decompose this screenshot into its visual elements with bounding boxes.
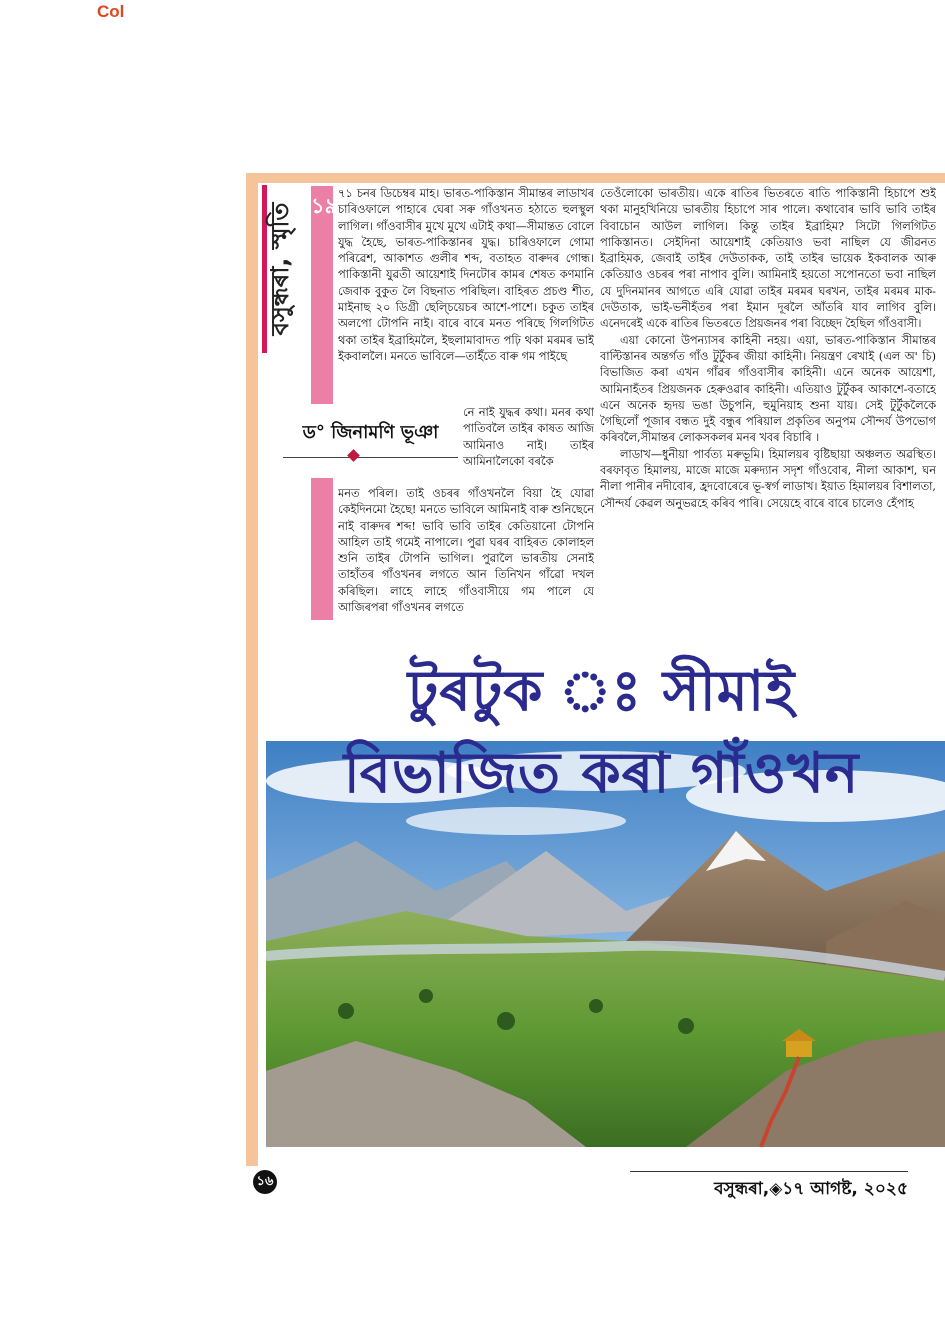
footer-divider bbox=[630, 1171, 908, 1172]
corner-mark: Col bbox=[97, 2, 125, 21]
page-number: ১৬ bbox=[253, 1170, 277, 1194]
paragraph: লাডাখ—ধুনীয়া পাৰ্বত্য মৰুভূমি। হিমালয়ৰ বৃষ্টিছায়া অঞ্চলত অৱস্থিত। বৰফাবৃত হিমালয়, মাজে মাজে মৰুদ্যান সদৃশ গাঁওবোৰ, নীলা আকাশ, ঘন নীলা পানীৰ নদীবোৰ, হ্ৰদবোৰেৰে ভূ-স্বৰ্গ লাডাখ। ইয়াত হিমালয়ৰ বিশালতা, সৌন্দৰ্য কেৱল অনুভৱহে কৰিব পাৰি। সেয়েহে বাৰে বাৰে চালেও হেঁপাহ bbox=[600, 447, 936, 510]
headline-line-2: বিভাজিত কৰা গাঁওখন bbox=[343, 741, 860, 806]
section-label-text: বসুন্ধৰা, স্মৃতি bbox=[266, 202, 294, 336]
paragraph: মনত পৰিল। তাই ওচৰৰ গাঁওখনলৈ বিয়া হৈ যোৱা কেইদিনমো হৈছে! মনতে ভাবিলে আমিনাই বাৰু শুনিছেনে নাই বাৰুদৰ শব্দ! ভাবি ভাবি তাইৰ কেতিয়ানো টোপনি আহিল তাই গমেই নাপালে। পুৱা ঘৰৰ বাহিৰত কোলাহল শুনি তাইৰ টোপনি ভাগিল। পুৱালৈ ভাৰতীয় সেনাই তাহাঁতৰ গাঁওখনৰ লগতে আন তিনিখন গাঁৱো দখল কৰিছিল। লাহে লাহে গাঁওবাসীয়ে গম পালে যে আজিৰপৰা গাঁওখনৰ লগতে bbox=[338, 487, 594, 615]
issue-number: ১৯ bbox=[311, 194, 339, 218]
pink-accent-bar-bottom bbox=[311, 478, 333, 620]
article-column-1-top bbox=[338, 186, 594, 419]
article-column-2 bbox=[600, 186, 936, 618]
article-column-1-bottom bbox=[338, 486, 594, 636]
byline-divider bbox=[283, 457, 458, 458]
section-label bbox=[258, 185, 302, 353]
paragraph: ৭১ চনৰ ডিচেম্বৰ মাহ। ভাৰত-পাকিস্তান সীমান্তৰ লাডাখৰ চাৰিওফালে পাহাৰে ঘেৰা সৰু গাঁওখনত হঠাতে হুলস্থুল লাগিল। গাঁওবাসীৰ মুখে মুখে এটাই কথা—সীমান্তত বোলে যুদ্ধ হৈছে, ভাৰত-পাকিস্তানৰ যুদ্ধ। চাৰিওফালে গোমা পৰিৱেশ, আকাশত গুলীৰ শব্দ, বতাহত বাৰুদৰ গোন্ধ। পাকিস্তানী যুৱতী আয়েশাই দিনটোৰ কামৰ শেষত কণমানি জেবাক বুকুত লৈ বিছনাত পৰিছিল। বাহিৰত প্ৰচণ্ড শীত, মাইনাছ ২০ ডিগ্ৰী ছেল্চিয়েচৰ আশে-পাশে। চকুত তাইৰ অলপো টোপনি নাই। বাৰে বাৰে মনত পৰিছে গিলগিটত থকা তাইৰ ইব্ৰাহিমলৈ, ইছলামাবাদত পঢ়ি থকা মৰমৰ ভাই ইকবাললৈ। মনতে ভাবিলে—তাইঁতে বাৰু গম পাইছে bbox=[338, 187, 594, 363]
paragraph: এয়া কোনো উপন্যাসৰ কাহিনী নহয়। এয়া, ভাৰত-পাকিস্তান সীমান্তৰ বাল্টিস্তানৰ অন্তৰ্গত গাঁও টুৰ্টুকৰ জীয়া কাহিনী। নিয়ন্ত্ৰণ ৰেখাই (এল অ' চি) বিভাজিত কৰা এখন গাঁৱৰ গাঁওবাসীৰ কাহিনী। এনে অনেক আয়েশা, আমিনাহঁতৰ প্ৰিয়জনক হেৰুওৱাৰ কাহিনী। এতিয়াও টুৰ্টুকৰ আকাশে-বতাহে এনে অনেক হৃদয় ভঙা উচুপনি, হুমুনিয়াহ শুনা যায়। সেই টুৰ্টুকলৈকে গৈছিলোঁ পূজাৰ বন্ধত দুই বন্ধুৰ পৰিয়াল প্ৰকৃতিৰ অনুপম সৌন্দৰ্য উপভোগ কৰিবলৈ,সীমান্তৰ লোকসকলৰ মনৰ খবৰ বিচাৰি । bbox=[600, 333, 936, 445]
paragraph: নে নাই যুদ্ধৰ কথা। মনৰ কথা পাতিবলৈ তাইৰ কাষত আজি আমিনাও নাই। তাইৰ আমিনালৈকো বৰকৈ bbox=[463, 406, 594, 468]
author-byline: ড° জিনামণি ভূঞা bbox=[302, 422, 439, 443]
headline-line-1: টুৰটুক ঃ সীমাই bbox=[407, 659, 796, 724]
article-column-1-middle bbox=[463, 405, 594, 487]
paragraph: তেওঁলোকো ভাৰতীয়। একে ৰাতিৰ ভিতৰতে ৰাতি পাকিস্তানী হিচাপে শুই থকা মানুহখিনিয়ে ভাৰতীয় হিচাপে সাৰ পালে। কথাবোৰ ভাবি ভাবি তাইৰ বিবাচোন আউল লাগিল। কিন্তু তাইৰ ইব্ৰাহিম? সিটো গিলগিটত পাকিস্তানত। সেইদিনা আয়েশাই কেতিয়াও ভবা নাছিল যে জীৱনত ইব্ৰাহিমক, জেবাই তাইৰ দেউতাকক, তাই তাইৰ ভায়েক ইকবালক আৰু কেতিয়াও ওচৰৰ পৰা নাপাব বুলি। আমিনাই হয়তো সপোনতো ভবা নাছিল যে দুদিনমানৰ আগতে এৰি যোৱা তাইৰ মৰমৰ ঘৰখন, তাইৰ মৰমৰ মাক-দেউতাক, ভাই-ভনীহঁতৰ পৰা ইমান দূৰলৈ আঁতৰি যাব লাগিব বুলি। এনেদৰেই একে ৰাতিৰ ভিতৰতে প্ৰিয়জনৰ পৰা বিচ্ছেদ হৈছিল গাঁওবাসী। bbox=[600, 187, 936, 331]
publication-footer: বসুন্ধৰা,◈১৭ আগষ্ট, ২০২৫ bbox=[714, 1179, 908, 1199]
